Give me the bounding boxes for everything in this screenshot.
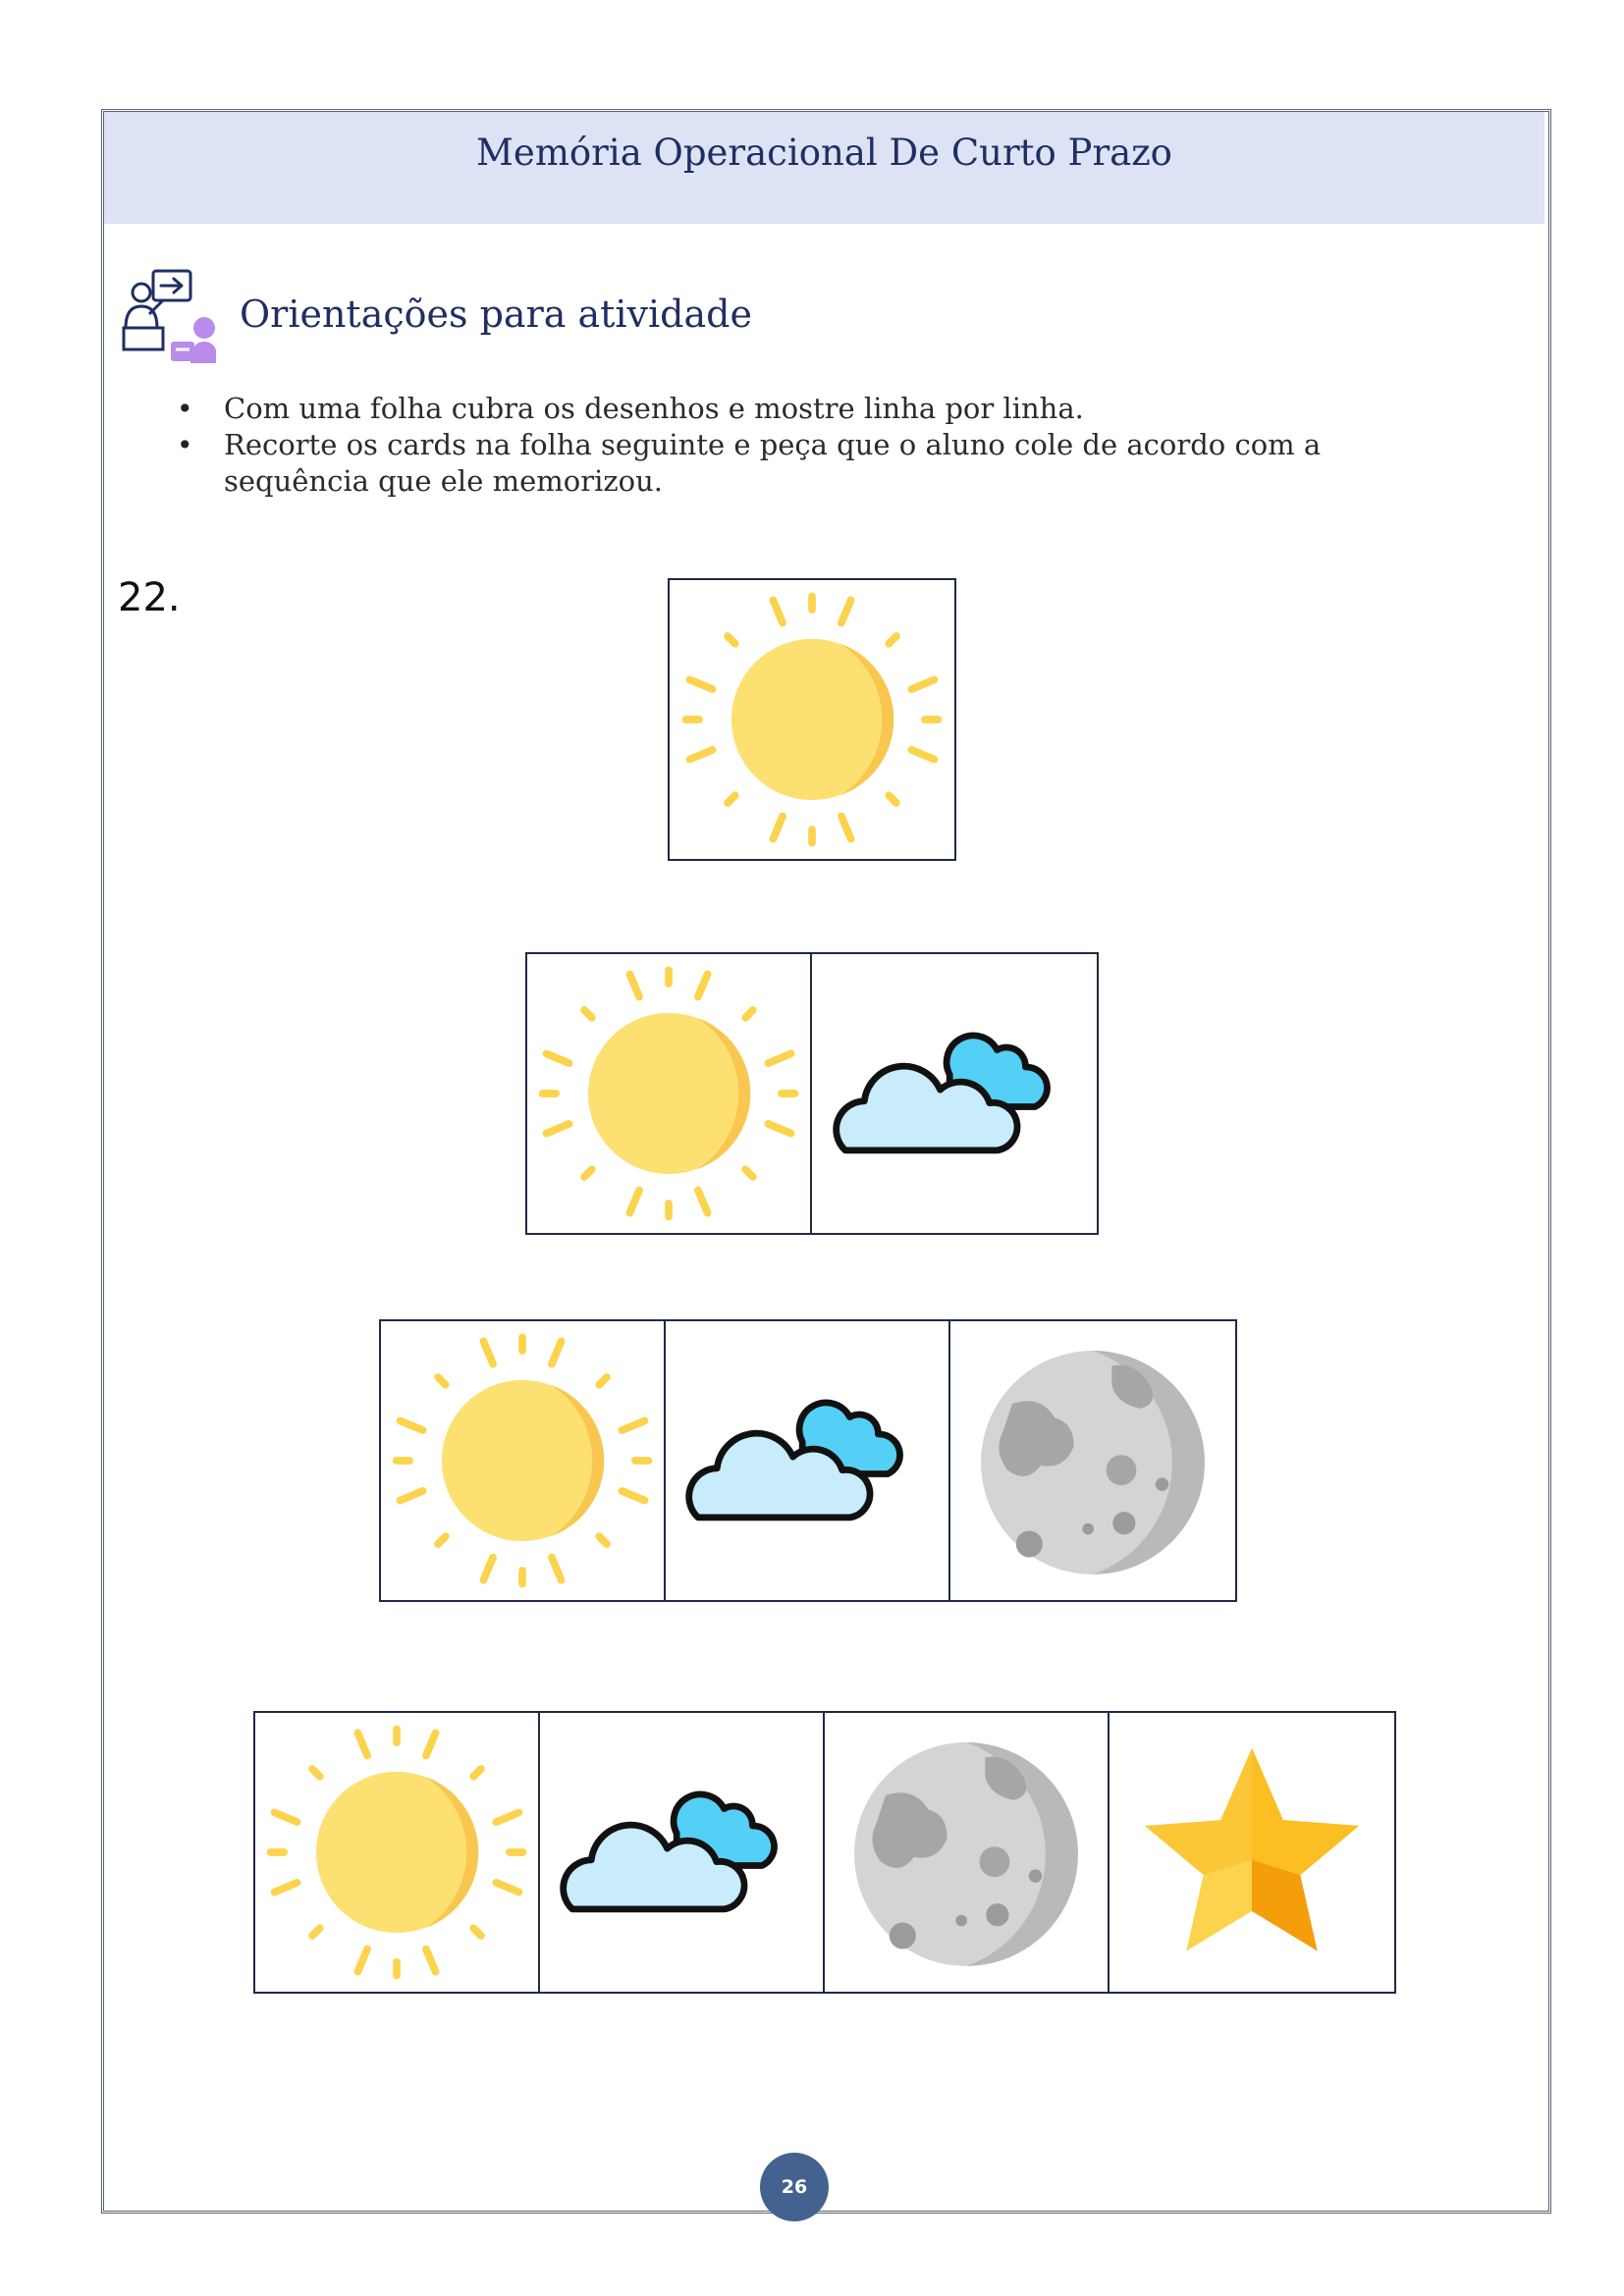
card-sun (527, 954, 812, 1233)
moon-icon (955, 1323, 1230, 1598)
instruction-item: • Recorte os cards na folha seguinte e peça que o aluno cole de acordo com a sequência que ele memorizou. (177, 427, 1404, 500)
page-title: Memória Operacional De Curto Prazo (476, 132, 1172, 174)
instruction-item: • Com uma folha cubra os desenhos e mostre linha por linha. (177, 391, 1404, 427)
sun-icon (531, 956, 806, 1231)
clouds-icon (670, 1323, 945, 1598)
sequence-row-3 (379, 1319, 1237, 1602)
card-sun (670, 580, 954, 859)
page-number: 26 (760, 2153, 829, 2221)
page-header (104, 112, 1544, 224)
sequence-row-1 (668, 578, 956, 861)
card-clouds (540, 1713, 825, 1992)
sequence-row-2 (525, 952, 1099, 1235)
exercise-number: 22. (118, 575, 181, 620)
moon-icon (829, 1715, 1104, 1990)
sun-icon (259, 1715, 534, 1990)
star-icon (1114, 1715, 1389, 1990)
sun-icon (675, 582, 949, 857)
sun-icon (385, 1323, 660, 1598)
card-clouds (666, 1321, 950, 1600)
teacher-presentation-icon (120, 265, 216, 363)
clouds-icon (817, 956, 1092, 1231)
instruction-list (177, 391, 1404, 500)
card-sun (381, 1321, 666, 1600)
card-star (1110, 1713, 1394, 1992)
clouds-icon (544, 1715, 819, 1990)
card-moon (950, 1321, 1235, 1600)
sequence-row-4 (253, 1711, 1396, 1994)
orientation-title: Orientações para atividade (240, 293, 752, 336)
card-sun (255, 1713, 540, 1992)
card-clouds (812, 954, 1097, 1233)
card-moon (825, 1713, 1110, 1992)
